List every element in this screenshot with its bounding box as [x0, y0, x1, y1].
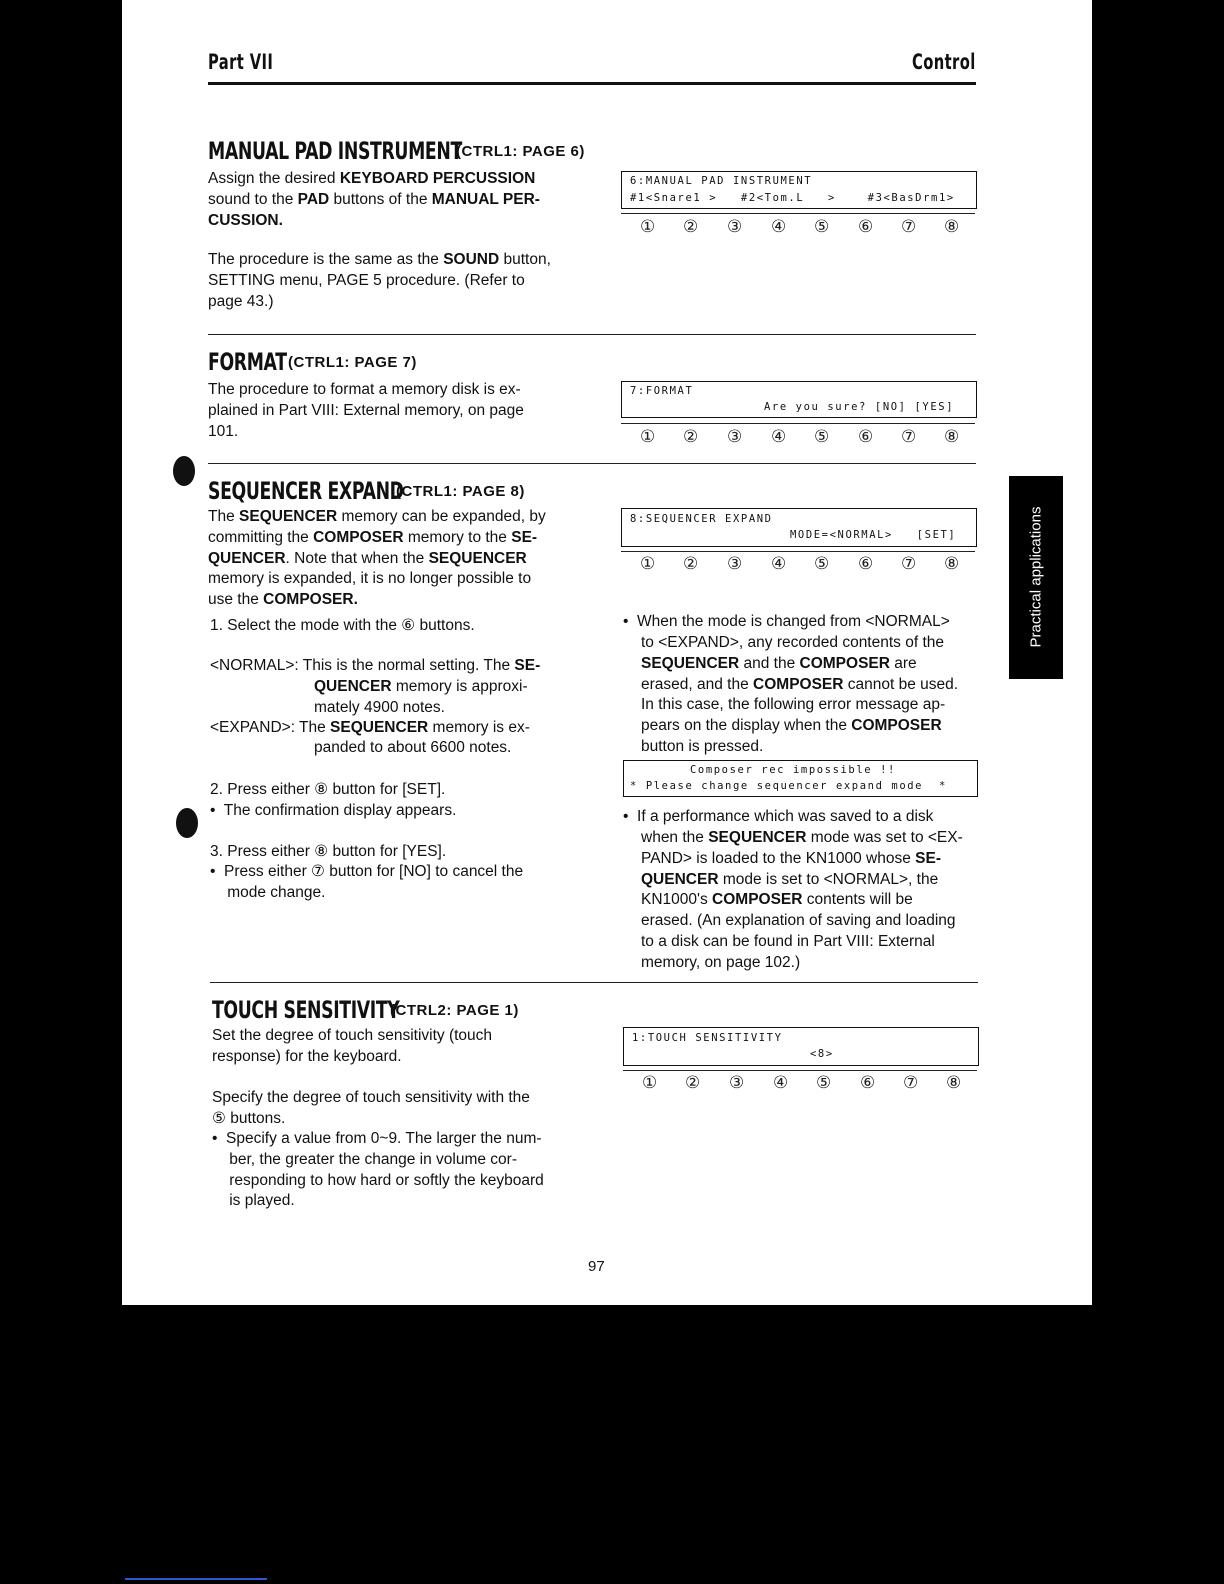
manual-pad-title: MANUAL PAD INSTRUMENT (CTRL1: PAGE 6) [208, 137, 585, 165]
lcd-format: 7:FORMAT Are you sure? [NO] [YES] [621, 381, 977, 418]
binder-hole [176, 808, 198, 838]
expand-note-2: • If a performance which was saved to a disk [623, 808, 934, 825]
mode-normal: <NORMAL>: This is the normal setting. The SE- [210, 657, 541, 674]
header-rule [208, 82, 976, 85]
sequencer-expand-desc: The SEQUENCER memory can be expanded, by committing the COMPOSER memory to the SE- QUENCER. Note that when the SEQUENCER memory is expanded, it is no longer possible to use the COMPOSER. [208, 508, 546, 609]
step-1: 1. Select the mode with the ⑥ buttons. [210, 617, 475, 634]
button-bar-1 [621, 213, 975, 214]
button-bar-4 [623, 1070, 977, 1071]
scan-border-bottom [122, 1305, 1224, 1584]
lcd-manual-pad: 6:MANUAL PAD INSTRUMENT #1<Snare1 > #2<Tom.L > #3<BasDrm1> [621, 171, 977, 209]
step-2: 2. Press either ⑧ button for [SET]. [210, 781, 446, 798]
bottom-link-underline [125, 1578, 267, 1580]
section-divider [208, 334, 976, 335]
mode-expand: <EXPAND>: The SEQUENCER memory is ex- [210, 719, 530, 736]
step-3-note: • Press either ⑦ button for [NO] to cancel the mode change. [210, 863, 524, 901]
section-divider [210, 982, 978, 983]
format-title: FORMAT (CTRL1: PAGE 7) [208, 348, 417, 376]
header-part: Part VII [208, 50, 274, 74]
lcd-touch-sensitivity: 1:TOUCH SENSITIVITY <8> [623, 1027, 979, 1066]
scan-border-left [0, 0, 122, 1584]
step-3: 3. Press either ⑧ button for [YES]. [210, 843, 447, 860]
button-row-1: ① ② ③ ④ ⑤ ⑥ ⑦ ⑧ [640, 217, 960, 236]
expand-note-1: • When the mode is changed from <NORMAL> [623, 613, 950, 630]
touch-sensitivity-how: Specify the degree of touch sensitivity with the ⑤ buttons. [212, 1089, 530, 1127]
button-row-4: ① ② ③ ④ ⑤ ⑥ ⑦ ⑧ [642, 1073, 962, 1092]
sequencer-expand-title: SEQUENCER EXPAND (CTRL1: PAGE 8) [208, 477, 525, 505]
touch-sensitivity-title: TOUCH SENSITIVITY (CTRL2: PAGE 1) [212, 996, 519, 1024]
lcd-error-message: Composer rec impossible !! * Please change sequencer expand mode * [623, 760, 978, 797]
lcd-sequencer-expand: 8:SEQUENCER EXPAND MODE=<NORMAL> [SET] [621, 508, 977, 547]
side-tab [1009, 476, 1063, 679]
header-section: Control [912, 50, 976, 74]
binder-hole [173, 456, 195, 486]
touch-sensitivity-desc: Set the degree of touch sensitivity (touch response) for the keyboard. [212, 1027, 493, 1065]
expand-note-2-cont: when the SEQUENCER mode was set to <EX- PAND> is loaded to the KN1000 whose SE- QUENCER mode is set to <NORMAL>, the KN1000's COMPOSER contents will be erased. (An explanation of saving and loading to a disk can be found in Part VIII: External memory, on page 102.) [641, 829, 963, 971]
button-row-2: ① ② ③ ④ ⑤ ⑥ ⑦ ⑧ [640, 427, 960, 446]
side-tab-label: Practical applications [1027, 506, 1045, 648]
step-2-note: • The confirmation display appears. [210, 802, 457, 819]
touch-sensitivity-range: • Specify a value from 0~9. The larger the num- ber, the greater the change in volume cor- responding to how hard or softly the keyboard is played. [212, 1130, 544, 1210]
expand-note-1-cont: to <EXPAND>, any recorded contents of the SEQUENCER and the COMPOSER are erased, and the COMPOSER cannot be used. In this case, the following error message ap- pears on the display when the COMPOSER button is pressed. [641, 634, 959, 755]
mode-expand-cont: panded to about 6600 notes. [314, 739, 512, 756]
format-desc: The procedure to format a memory disk is ex- plained in Part VIII: External memory, on page 101. [208, 381, 524, 440]
mode-normal-cont: QUENCER memory is approxi- mately 4900 notes. [314, 678, 528, 716]
button-bar-2 [621, 423, 975, 424]
manual-pad-desc: Assign the desired KEYBOARD PERCUSSION sound to the PAD buttons of the MANUAL PER- CUSSION. [208, 170, 540, 229]
manual-pad-procedure: The procedure is the same as the SOUND button, SETTING menu, PAGE 5 procedure. (Refer to page 43.) [208, 251, 551, 310]
button-row-3: ① ② ③ ④ ⑤ ⑥ ⑦ ⑧ [640, 554, 960, 573]
button-bar-3 [621, 551, 975, 552]
page-number: 97 [588, 1258, 605, 1275]
section-divider [208, 463, 976, 464]
